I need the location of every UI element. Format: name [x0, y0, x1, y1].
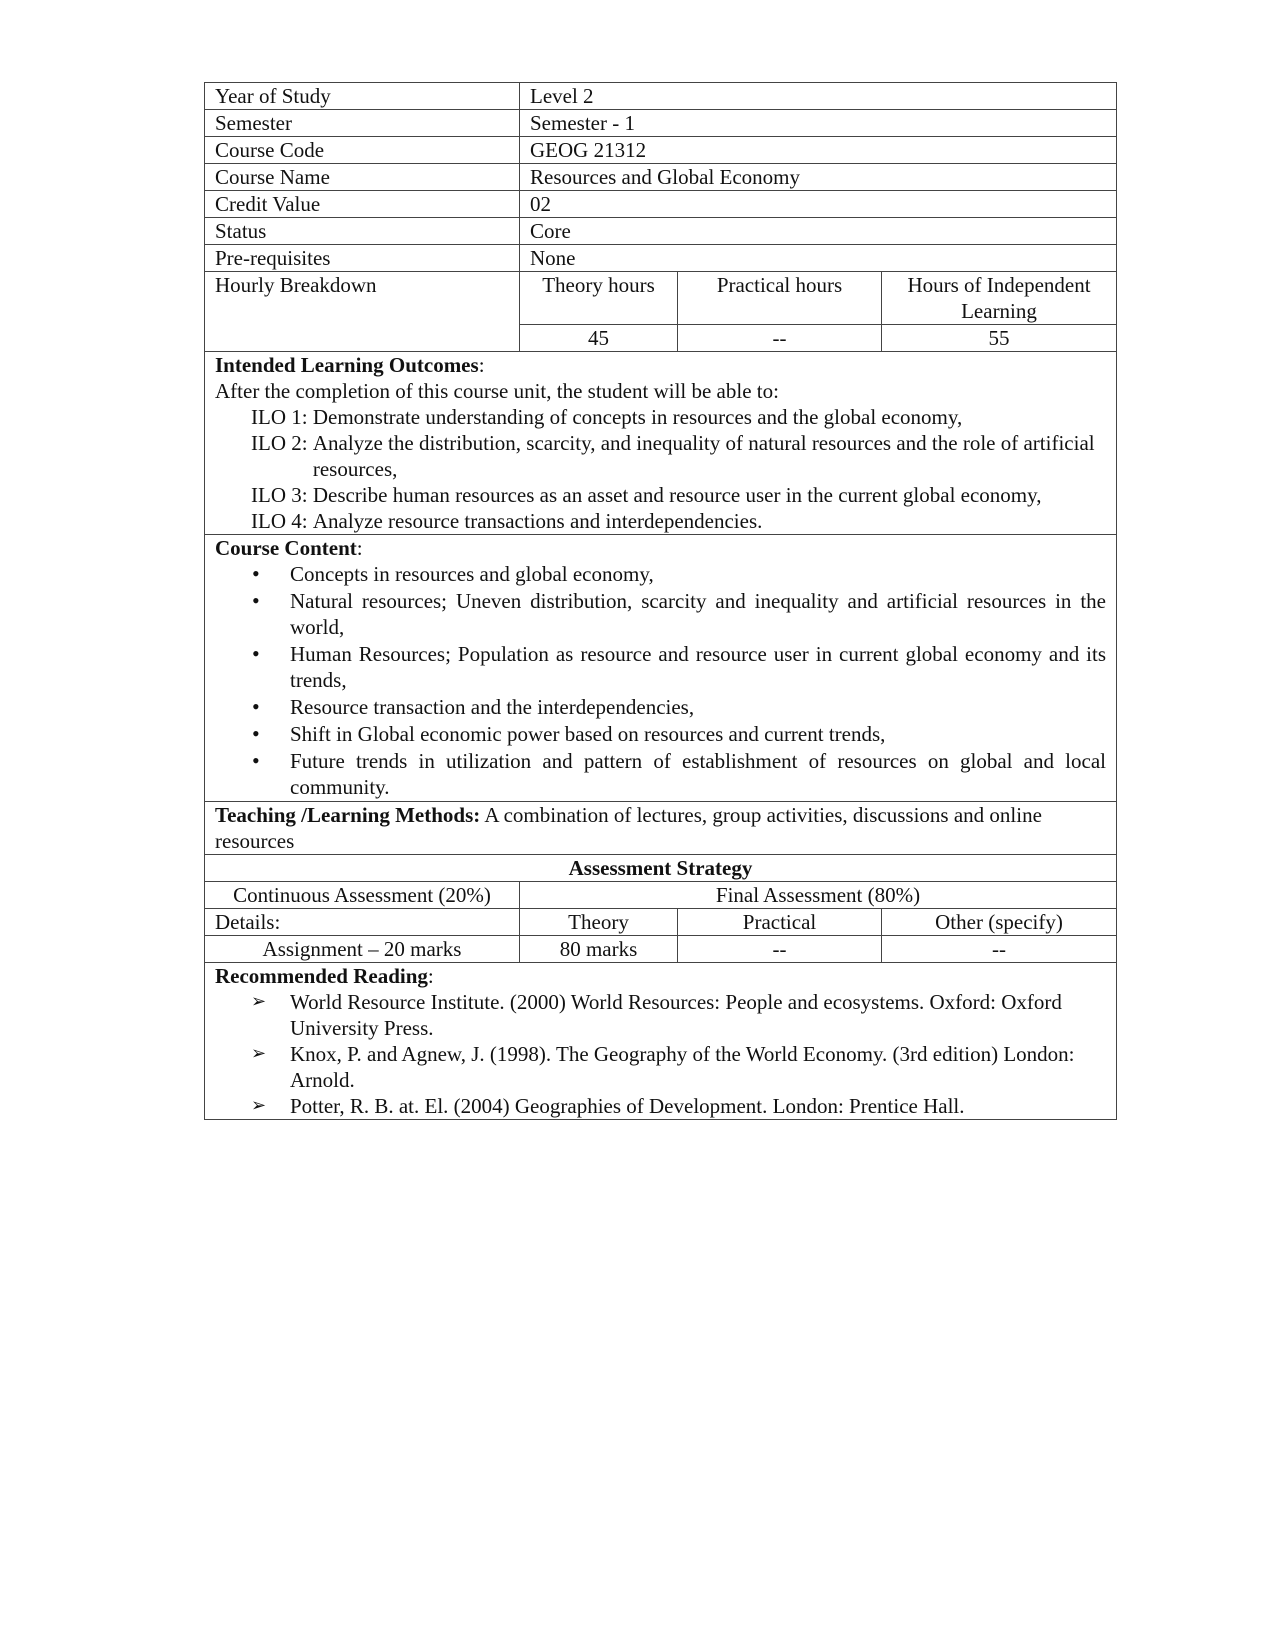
course-content-item: • Natural resources; Uneven distribution, scarcity and inequality and artificial resources in the world, [215, 588, 1106, 640]
credit-value-label: Credit Value [205, 191, 520, 218]
ilo-item [251, 430, 1106, 482]
practical-hours-value: -- [678, 325, 882, 352]
status-value: Core [520, 218, 1117, 245]
semester-row [205, 110, 1117, 137]
course-name-row [205, 164, 1117, 191]
teaching-methods-text: A combination of lectures, group activities, discussions and online resources [215, 803, 1042, 853]
status-label: Status [205, 218, 520, 245]
credit-value-value: 02 [520, 191, 1117, 218]
assessment-details-label: Details: [205, 909, 520, 936]
course-content-row [205, 535, 1117, 802]
recommended-reading-colon: : [427, 964, 434, 988]
assessment-theory-value: 80 marks [520, 936, 678, 963]
reading-item: ➢ Potter, R. B. at. El. (2004) Geographies of Development. London: Prentice Hall. [215, 1093, 1106, 1119]
recommended-reading-title: Recommended Reading [215, 964, 428, 988]
assessment-theory-header: Theory [520, 909, 678, 936]
hourly-breakdown-label: Hourly Breakdown [205, 272, 520, 352]
ilo-item [251, 404, 1106, 430]
course-code-value: GEOG 21312 [520, 137, 1117, 164]
recommended-reading-list [215, 989, 1106, 1119]
year-of-study-label: Year of Study [205, 83, 520, 110]
credit-value-row [205, 191, 1117, 218]
course-code-label: Course Code [205, 137, 520, 164]
course-name-label: Course Name [205, 164, 520, 191]
assessment-practical-header: Practical [678, 909, 882, 936]
ilo-item [251, 508, 1106, 534]
prerequisites-label: Pre-requisites [205, 245, 520, 272]
ilo-colon: : [478, 353, 485, 377]
ilo-row [205, 352, 1117, 535]
course-content-item: • Resource transaction and the interdependencies, [215, 694, 1106, 720]
recommended-reading-row [205, 963, 1117, 1120]
course-content-list [215, 561, 1106, 800]
ilo-tag: ILO 2: [251, 431, 313, 455]
ilo-item [251, 482, 1106, 508]
theory-hours-value: 45 [520, 325, 678, 352]
ilo-text: Analyze the distribution, scarcity, and inequality of natural resources and the role of artificial resources, [312, 431, 1095, 481]
course-content-item: • Future trends in utilization and pattern of establishment of resources on global and local community. [215, 748, 1106, 800]
course-code-row [205, 137, 1117, 164]
independent-hours-value: 55 [882, 325, 1117, 352]
assessment-values-row [205, 936, 1117, 963]
course-content-item: • Concepts in resources and global economy, [215, 561, 1106, 587]
reading-item: ➢ Knox, P. and Agnew, J. (1998). The Geography of the World Economy. (3rd edition) London: Arnold. [215, 1041, 1106, 1093]
teaching-methods-section [205, 802, 1117, 855]
semester-label: Semester [205, 110, 520, 137]
year-of-study-row [205, 83, 1117, 110]
year-of-study-value: Level 2 [520, 83, 1117, 110]
ilo-intro: After the completion of this course unit, the student will be able to: [215, 379, 779, 403]
practical-hours-header: Practical hours [678, 272, 882, 325]
reading-item: ➢ World Resource Institute. (2000) World Resources: People and ecosystems. Oxford: Oxford University Press. [215, 989, 1106, 1041]
hourly-breakdown-header-row [205, 272, 1117, 325]
assessment-header-row [205, 909, 1117, 936]
ilo-heading [215, 352, 1106, 378]
course-content-section [205, 535, 1117, 802]
assessment-other-value: -- [882, 936, 1117, 963]
ilo-text: Demonstrate understanding of concepts in resources and the global economy, [312, 405, 963, 429]
semester-value: Semester - 1 [520, 110, 1117, 137]
course-content-colon: : [356, 536, 363, 560]
prerequisites-value: None [520, 245, 1117, 272]
ilo-tag: ILO 1: [251, 405, 313, 429]
ilo-section [205, 352, 1117, 535]
assessment-practical-value: -- [678, 936, 882, 963]
ilo-text: Describe human resources as an asset and resource user in the current global economy, [312, 483, 1042, 507]
ilo-title: Intended Learning Outcomes [215, 353, 479, 377]
course-content-heading [215, 535, 1106, 561]
assessment-other-header: Other (specify) [882, 909, 1117, 936]
assessment-strategy-row [205, 855, 1117, 882]
final-assessment-label: Final Assessment (80%) [520, 882, 1117, 909]
teaching-methods-title: Teaching /Learning Methods: [215, 803, 481, 827]
theory-hours-header: Theory hours [520, 272, 678, 325]
ilo-tag: ILO 4: [251, 509, 313, 533]
course-content-title: Course Content [215, 536, 357, 560]
continuous-assessment-label: Continuous Assessment (20%) [205, 882, 520, 909]
recommended-reading-heading [215, 963, 1106, 989]
status-row [205, 218, 1117, 245]
course-content-item: • Shift in Global economic power based on resources and current trends, [215, 721, 1106, 747]
assessment-strategy-title: Assessment Strategy [205, 855, 1117, 882]
prerequisites-row [205, 245, 1117, 272]
independent-hours-header: Hours of Independent Learning [882, 272, 1117, 325]
assignment-marks: Assignment – 20 marks [205, 936, 520, 963]
course-syllabus-table [204, 82, 1117, 1120]
course-content-item: • Human Resources; Population as resource and resource user in current global economy and its trends, [215, 641, 1106, 693]
ilo-tag: ILO 3: [251, 483, 313, 507]
course-name-value: Resources and Global Economy [520, 164, 1117, 191]
recommended-reading-section [205, 963, 1117, 1120]
ilo-text: Analyze resource transactions and interdependencies. [312, 509, 763, 533]
assessment-split-row [205, 882, 1117, 909]
teaching-methods-row [205, 802, 1117, 855]
